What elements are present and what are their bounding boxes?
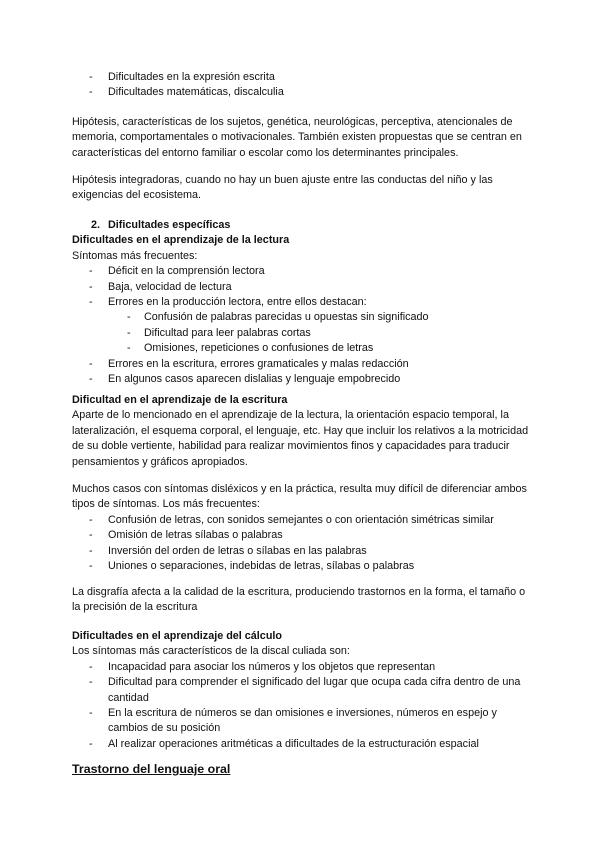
list-item: - Al realizar operaciones aritméticas a dificultades de la estructuración espacial [72,737,534,752]
list-item: - Uniones o separaciones, indebidas de letras, sílabas o palabras [72,559,534,574]
list-item: - Errores en la producción lectora, entre ellos destacan: [72,295,534,310]
section-2-heading [72,218,534,387]
lectura-list-continued [72,357,534,388]
list-item: - En algunos casos aparecen dislalias y lenguaje empobrecido [72,372,534,387]
sub-list-item: - Omisiones, repeticiones o confusiones de letras [72,341,534,356]
calculo-section [72,629,534,752]
list-item: - Incapacidad para asociar los números y los objetos que representan [72,660,534,675]
sub-list-item: - Dificultad para leer palabras cortas [72,326,534,341]
section-title: Dificultades específicas [108,219,231,231]
escritura-section [72,393,534,470]
disgrafia-paragraph: La disgrafía afecta a la calidad de la escritura, produciendo trastornos en la forma, el tamaño o la precisión de la escritura [72,586,526,614]
list-item: - Omisión de letras sílabas o palabras [72,528,534,543]
list-item: - Baja, velocidad de lectura [72,280,534,295]
list-item: - Confusión de letras, con sonidos semejantes o con orientación simétricas similar [72,513,534,528]
trastorno-lenguaje-heading: Trastorno del lenguaje oral [72,762,231,776]
list-item: - Dificultades en la expresión escrita [72,70,534,85]
lectura-heading: Dificultades en el aprendizaje de la lectura [72,234,290,247]
lectura-list [72,264,534,310]
sub-list-item: - Confusión de palabras parecidas u opuestas sin significado [72,310,534,325]
escritura-paragraph-2: Muchos casos con síntomas disléxicos y en la práctica, resulta muy difícil de diferenciar ambos tipos de síntomas. Los más frecuentes: [72,483,527,511]
lectura-intro: Síntomas más frecuentes: [72,249,198,262]
list-item: - Dificultad para comprender el significado del lugar que ocupa cada cifra dentro de una cantidad [72,675,534,706]
calculo-intro: Los síntomas más característicos de la discal culiada son: [72,645,350,658]
calculo-list [72,660,534,752]
escritura-heading: Dificultad en el aprendizaje de la escritura [72,394,288,406]
section-number: 2. [91,219,101,231]
escritura-list [72,513,534,575]
intro-list-block [72,70,534,101]
list-item: - Déficit en la comprensión lectora [72,264,534,279]
escritura-paragraph-1: Aparte de lo mencionado en el aprendizaje de la lectura, la orientación espacio temporal, la lateralización, el esquema corporal, el lenguaje, etc. Hay que incluir los relativos a la motricidad de su doble vertiente, habilidad para realizar movimientos finos y capacidades para traducir pensamientos y gráficos apropiados. [72,409,529,468]
list-item: - Inversión del orden de letras o sílabas en las palabras [72,544,534,559]
hipotesis-paragraph: Hipótesis, características de los sujetos, genética, neurológicas, perceptiva, atencionales de memoria, comportamentales o motivacionales. También existen propuestas que se centran en características del entorno familiar o escolar como los determinantes principales. [72,116,522,159]
lectura-sublist [72,310,534,356]
calculo-heading: Dificultades en el aprendizaje del cálculo [72,630,283,642]
list-item: - Dificultades matemáticas, discalculia [72,85,534,100]
escritura-section-2 [72,482,534,574]
list-item: - En la escritura de números se dan omisiones e inversiones, números en espejo y cambios de su posición [72,706,534,737]
integradoras-paragraph: Hipótesis integradoras, cuando no hay un buen ajuste entre las conductas del niño y las exigencias del ecosistema. [72,174,493,202]
intro-list [72,70,534,101]
list-item: - Errores en la escritura, errores gramaticales y malas redacción [72,357,534,372]
